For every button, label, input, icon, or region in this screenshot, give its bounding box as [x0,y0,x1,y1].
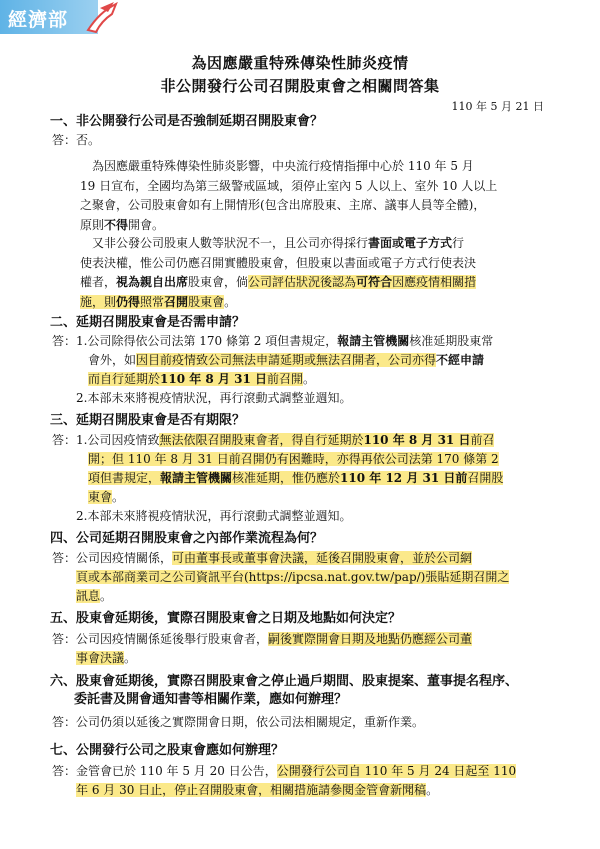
answer-2: 答： 1.公司除得依公司法第 170 條第 2 項但書規定，報請主管機關核准延期股東常 會外，如因目前疫情致公司無法申請延期或無法召開者，公司亦得不經申請 而自行延期於110 年 8 月 31 日前召開。 2.本部未來將視疫情狀況，再行滾動式調整並週知。 [52,334,494,405]
question-1: 一、非公開發行公司是否強制延期召開股東會？ [50,114,324,129]
question-5: 五、股東會延期後，實際召開股東會之日期及地點如何決定？ [50,611,402,626]
logo-text: 經濟部 [8,9,69,31]
page-title-line1: 為因應嚴重特殊傳染性肺炎疫情 [191,54,409,72]
question-3: 三、延期召開股東會是否有期限？ [50,413,246,428]
answer-1-paragraph-1: 為因應嚴重特殊傳染性肺炎影響，中央流行疫情指揮中心於 110 年 5 月 19 日宣布，全國均為第三級警戒區域，須停止室內 5 人以上、室外 10 人以上 之聚會，公司股東會如有上開情形(包含出席股東、主席、議事人員等全體)， 原則不得開會。 [80,159,498,232]
answer-6: 答： 公司仍須以延後之實際開會日期，依公司法相關規定，重新作業。 [52,715,425,729]
answer-7: 答： 金管會已於 110 年 5 月 20 日公告，公開發行公司自 110 年 5 月 24 日起至 110 年 6 月 30 日止，停止召開股東會，相關措施請參閱金管會新聞稿。 [52,764,517,797]
answer-5: 答： 公司因疫情關係延後舉行股東會者，嗣後實際開會日期及地點仍應經公司董 事會決議。 [52,632,473,665]
ministry-logo [0,0,118,34]
question-4: 四、公司延期召開股東會之內部作業流程為何？ [50,531,324,546]
answer-label: 答： [52,133,77,147]
answer-4: 答： 公司因疫情關係，可由董事長或董事會決議，延後召開股東會，並於公司網 頁或本部商業司之公司資訊平台(https://ipcsa.nat.gov.tw/pap/)張貼延期召開之 訊息。 [52,551,510,603]
answer-1-short: 答： 否。 [52,131,567,150]
answer-1-paragraph-2: 又非公發公司股東人數等狀況不一，且公司亦得採行書面或電子方式行 使表決權，惟公司仍應召開實體股東會，但股東以書面或電子方式行使表決 權者，視為親自出席股東會，倘公司評估狀況後認為可符合因應疫情相關措 施，則仍得照常召開股東會。 [80,236,477,309]
question-2: 二、延期召開股東會是否需申請？ [50,315,246,330]
question-7: 七、公開發行公司之股東會應如何辦理？ [50,743,285,758]
page-title-line2: 非公開發行公司召開股東會之相關問答集 [160,77,440,95]
answer-3: 答： 1.公司因疫情致無法依限召開股東會者，得自行延期於110 年 8 月 31 日前召 開；但 110 年 8 月 31 日前召開仍有困難時，亦得再依公司法第 170 條第 2 項但書規定，報請主管機關核准延期，惟仍應於110 年 12 月 31 日前召開股 東會。 2.本部未來將視疫情狀況，再行滾動式調整並週知。 [52,433,504,523]
document-date: 110 年 5 月 21 日 [451,100,544,113]
question-6: 六、股東會延期後，實際召開股東會之停止過戶期間、股東提案、董事提名程序、 委託書及開會通知書等相關作業，應如何辦理？ [50,674,519,707]
